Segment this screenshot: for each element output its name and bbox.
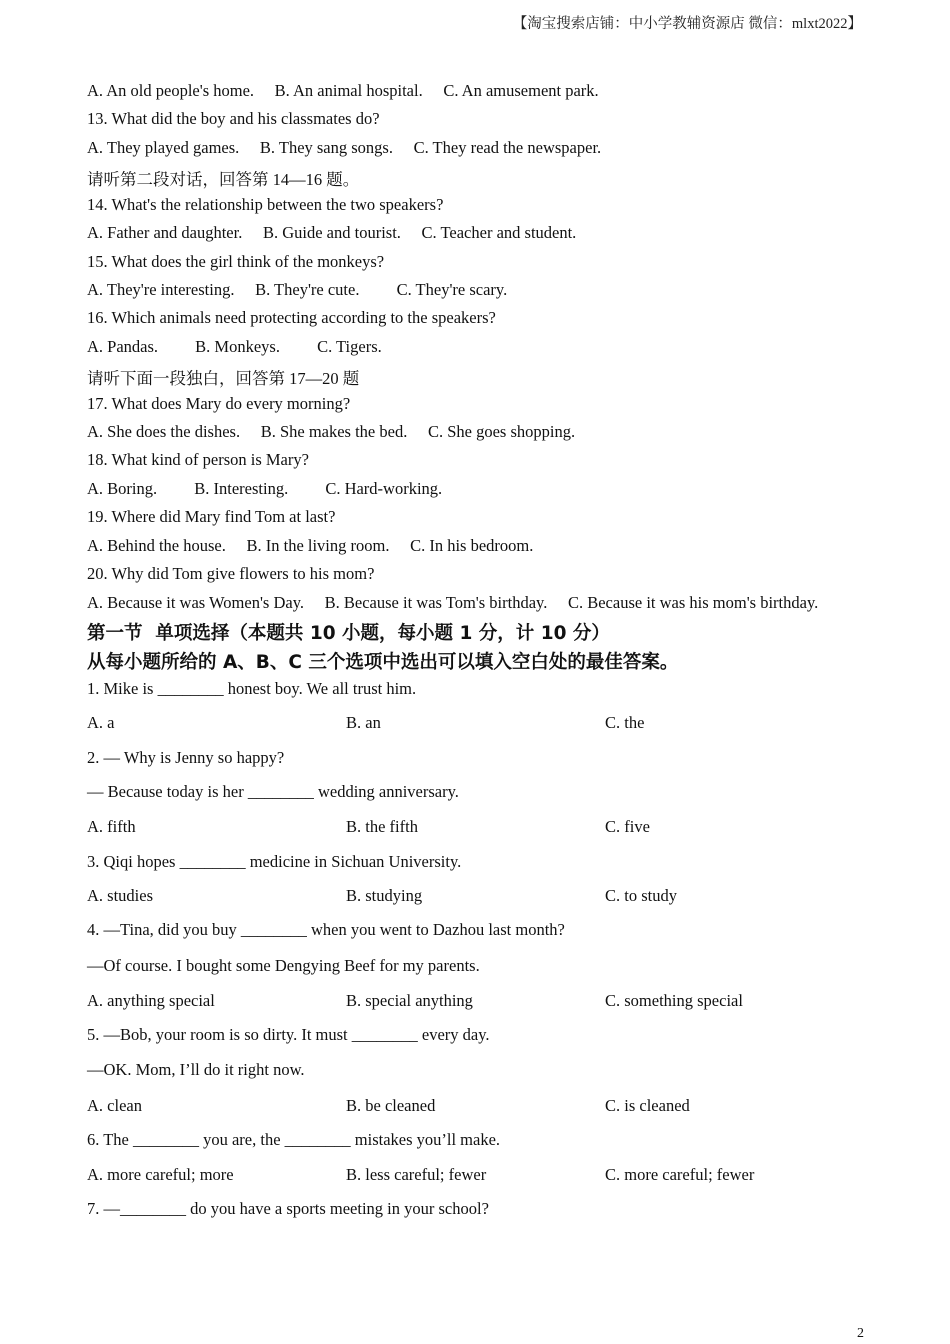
option-b: B. the fifth — [346, 817, 418, 836]
options-row — [87, 886, 887, 908]
listening-line: A. Father and daughter. B. Guide and tourist. C. Teacher and student. — [87, 223, 577, 242]
question-stem: 5. —Bob, your room is so dirty. It must ________ every day. — [87, 1025, 490, 1044]
question-stem: 4. —Tina, did you buy ________ when you went to Dazhou last month? — [87, 920, 565, 939]
question-stem: —Of course. I bought some Dengying Beef for my parents. — [87, 956, 480, 975]
option-a: A. fifth — [87, 817, 136, 836]
option-c: C. the — [605, 713, 645, 732]
options-row — [87, 1096, 887, 1118]
question-stem: — Because today is her ________ wedding anniversary. — [87, 782, 459, 801]
listening-line: 18. What kind of person is Mary? — [87, 450, 309, 469]
question-stem: 3. Qiqi hopes ________ medicine in Sichuan University. — [87, 852, 462, 871]
question-stem: 2. — Why is Jenny so happy? — [87, 748, 285, 767]
option-a: A. more careful; more — [87, 1165, 234, 1184]
options-row — [87, 991, 887, 1013]
option-c: C. is cleaned — [605, 1096, 690, 1115]
page-number: 2 — [857, 1326, 864, 1341]
listening-line: A. Pandas. B. Monkeys. C. Tigers. — [87, 337, 382, 356]
listening-line: A. They're interesting. B. They're cute. C. They're scary. — [87, 280, 508, 299]
option-a: A. a — [87, 713, 115, 732]
listening-line: 15. What does the girl think of the monkeys? — [87, 252, 385, 271]
question-stem: 7. —________ do you have a sports meeting in your school? — [87, 1199, 489, 1218]
listening-line: 19. Where did Mary find Tom at last? — [87, 507, 336, 526]
question-stem: —OK. Mom, I’ll do it right now. — [87, 1060, 305, 1079]
option-b: B. an — [346, 713, 381, 732]
option-c: C. to study — [605, 886, 677, 905]
option-c: C. five — [605, 817, 650, 836]
option-a: A. anything special — [87, 991, 215, 1010]
option-c: C. more careful; fewer — [605, 1165, 755, 1184]
options-row — [87, 817, 887, 839]
section-title: 第一节 单项选择（本题共 10 小题，每小题 1 分，计 10 分） — [87, 623, 610, 644]
listening-line: 16. Which animals need protecting according to the speakers? — [87, 308, 496, 327]
listening-line: 14. What's the relationship between the two speakers? — [87, 195, 444, 214]
listening-line: A. They played games. B. They sang songs. C. They read the newspaper. — [87, 138, 602, 157]
option-b: B. studying — [346, 886, 423, 905]
options-row — [87, 1165, 887, 1187]
question-stem: 1. Mike is ________ honest boy. We all trust him. — [87, 679, 417, 698]
section-instruction: 从每小题所给的 A、B、C 三个选项中选出可以填入空白处的最佳答案。 — [87, 652, 679, 673]
listening-line: A. Behind the house. B. In the living room. C. In his bedroom. — [87, 536, 534, 555]
listening-line: A. Boring. B. Interesting. C. Hard-working. — [87, 479, 443, 498]
option-c: C. something special — [605, 991, 743, 1010]
listening-line: 20. Why did Tom give flowers to his mom? — [87, 564, 375, 583]
listening-line: 请听下面一段独白，回答第 17—20 题 — [87, 369, 360, 388]
option-a: A. studies — [87, 886, 153, 905]
listening-line: 请听第二段对话，回答第 14—16 题。 — [87, 170, 360, 189]
option-b: B. special anything — [346, 991, 473, 1010]
option-a: A. clean — [87, 1096, 142, 1115]
listening-line: A. An old people's home. B. An animal hospital. C. An amusement park. — [87, 81, 599, 100]
page-header: 【淘宝搜索店铺：中小学教辅资源店 微信：mlxt2022】 — [512, 16, 862, 32]
listening-line: A. Because it was Women's Day. B. Because it was Tom's birthday. C. Because it was his mom's birthday. — [87, 593, 819, 612]
option-b: B. less careful; fewer — [346, 1165, 487, 1184]
listening-line: 13. What did the boy and his classmates do? — [87, 109, 380, 128]
listening-line: 17. What does Mary do every morning? — [87, 394, 351, 413]
listening-line: A. She does the dishes. B. She makes the bed. C. She goes shopping. — [87, 422, 576, 441]
options-row — [87, 713, 887, 735]
option-b: B. be cleaned — [346, 1096, 436, 1115]
question-stem: 6. The ________ you are, the ________ mistakes you’ll make. — [87, 1130, 501, 1149]
